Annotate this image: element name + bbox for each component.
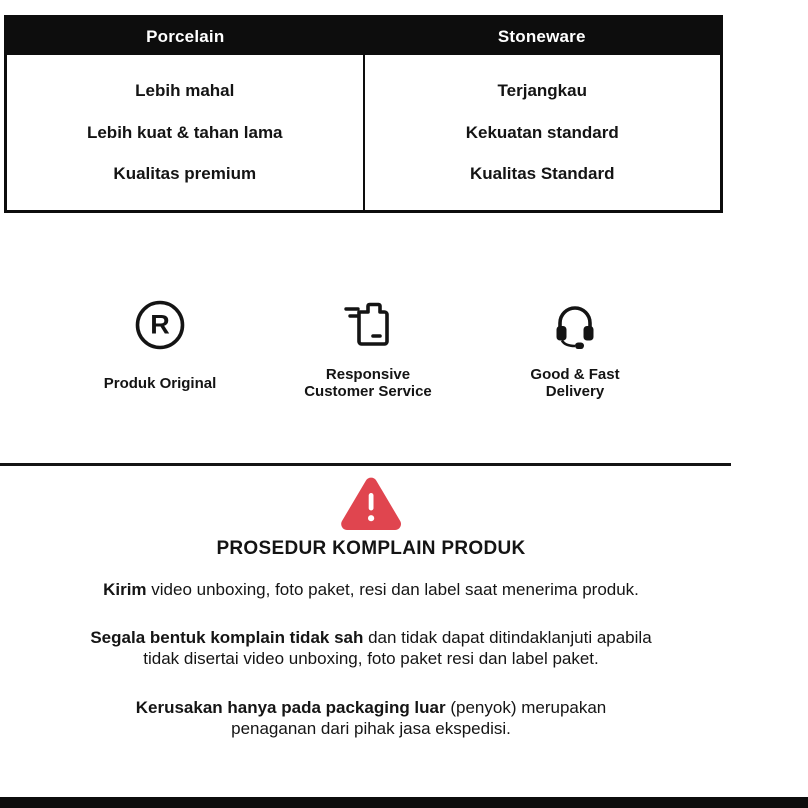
comparison-table	[4, 15, 723, 213]
table-cell: Terjangkau	[497, 80, 587, 100]
feature-label: Good & Fast Delivery	[530, 366, 620, 400]
table-cell: Lebih kuat & tahan lama	[86, 122, 283, 142]
complaint-paragraph-3: Kerusakan hanya pada packaging luar (penyok) merupakan penaganan dari pihak jasa ekspedisi.	[135, 698, 607, 738]
bottom-black-bar	[0, 797, 808, 808]
table-header-porcelain: Porcelain	[146, 26, 225, 46]
table-column-stoneware	[365, 55, 721, 210]
feature-customer-service	[253, 296, 483, 402]
complaint-paragraph-2: Segala bentuk komplain tidak sah dan tidak dapat ditindaklanjuti apabila tidak disertai video unboxing, foto paket resi dan label paket.	[90, 628, 652, 668]
table-cell: Kualitas premium	[113, 164, 257, 184]
table-cell: Lebih mahal	[135, 80, 235, 100]
svg-text:R: R	[150, 309, 170, 340]
feature-original-product	[45, 296, 275, 402]
headset-icon	[549, 296, 601, 354]
table-header-stoneware: Stoneware	[497, 26, 586, 46]
registered-trademark-icon	[133, 296, 187, 354]
complaint-paragraph-1: Kirim video unboxing, foto paket, resi dan label saat menerima produk.	[103, 580, 639, 599]
complaint-title: PROSEDUR KOMPLAIN PRODUK	[216, 538, 526, 559]
feature-label: Produk Original	[103, 374, 217, 392]
feature-fast-delivery	[460, 296, 690, 402]
table-column-porcelain	[7, 55, 365, 210]
table-cell: Kekuatan standard	[465, 122, 619, 142]
comparison-table-header	[7, 18, 720, 55]
shipping-box-icon	[342, 296, 394, 354]
comparison-table-body	[7, 55, 720, 210]
section-divider	[0, 463, 731, 466]
table-cell: Kualitas Standard	[469, 164, 615, 184]
feature-label: Responsive Customer Service	[304, 366, 432, 400]
warning-triangle-icon	[0, 474, 742, 532]
